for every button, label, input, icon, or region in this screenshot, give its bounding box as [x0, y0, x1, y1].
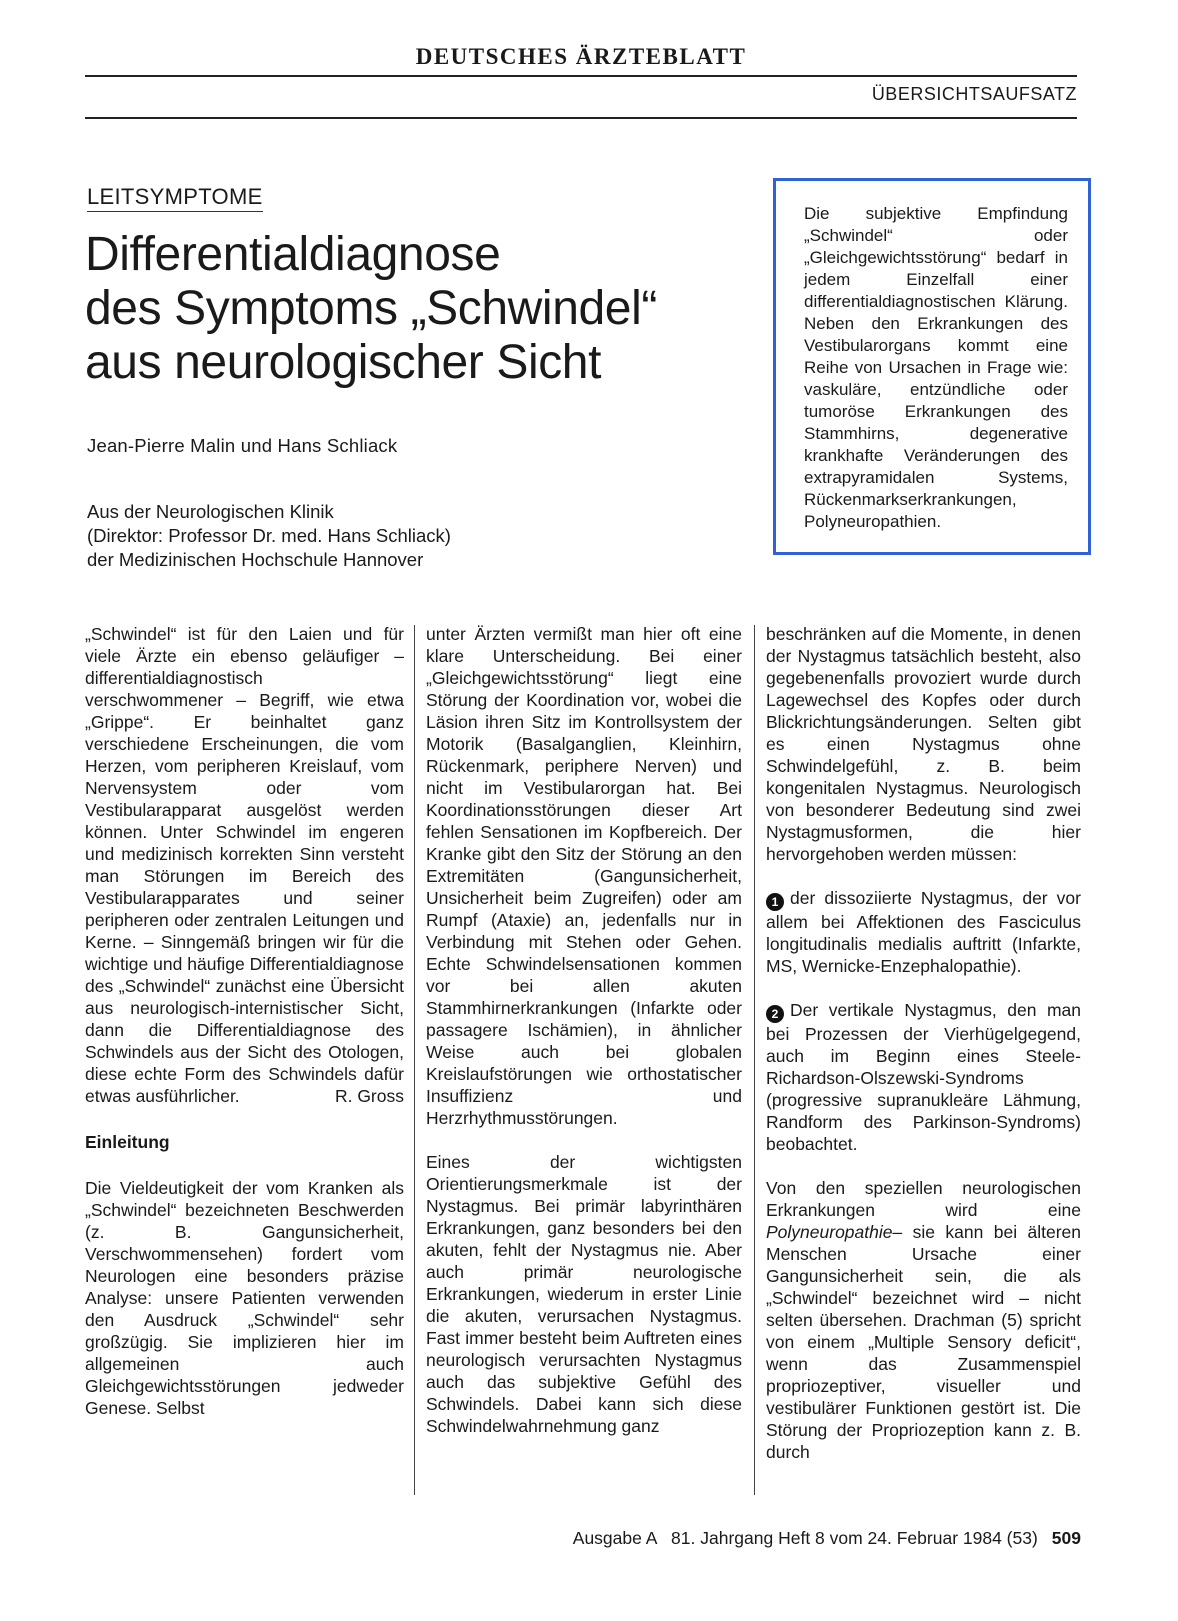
list-item-text: der dissoziierte Nystagmus, der vor allem bei Affektionen des Fasciculus longitudinalis medialis auftritt (Infarkte, MS, Wernicke-Enzephalopathie). — [766, 888, 1081, 976]
header-rule — [85, 75, 1077, 77]
abstract-text: Die subjektive Empfindung „Schwindel“ oder „Gleichgewichtsstörung“ bedarf in jedem Einzelfall einer differentialdiagnostischen Klärung. Neben den Erkrankungen des Vestibularorgans kommt eine Reihe von Ursachen in Frage wie: vaskuläre, entzündliche oder tumoröse Erkrankungen des Stammhirns, degenerative krankhafte Veränderungen des extrapyramidalen Systems, Rückenmarkserkrankungen, Polyneuropathien. — [804, 204, 1068, 531]
editor-signature: R. Gross — [334, 1086, 404, 1106]
number-badge-icon: 2 — [766, 1005, 784, 1023]
column-2 — [426, 623, 742, 1437]
article-title — [85, 228, 765, 390]
list-item — [766, 887, 1081, 977]
abstract-box — [773, 178, 1091, 555]
paragraph-text: Von den speziellen neurologischen Erkrankungen wird eine — [766, 1178, 1081, 1220]
body-paragraph: beschränken auf die Momente, in denen der Nystagmus tatsächlich besteht, also gegebenenfalls provoziert wurde durch Lagewechsel des Kopfes oder durch Blickrichtungsänderungen. Selten gibt es einen Nystagmus ohne Schwindelgefühl, z. B. beim kongenitalen Nystagmus. Neurologisch von besonderer Bedeutung sind zwei Nystagmusformen, die hier hervorgehoben werden müssen: — [766, 624, 1081, 864]
body-paragraph: unter Ärzten vermißt man hier oft eine klare Unterscheidung. Bei einer „Gleichgewichtsstörung“ liegt eine Störung der Koordination vor, wobei die Läsion ihren Sitz im Kontrollsystem der Motorik (Basalganglien, Kleinhirn, Rückenmark, periphere Nerven) und nicht im Vestibularorgan hat. Bei Koordinationsstörungen dieser Art fehlen Sensationen im Kopfbereich. Der Kranke gibt den Sitz der Störung an den Extremitäten (Gangunsicherheit, Unsicherheit beim Zugreifen) oder am Rumpf (Ataxie) an, jedenfalls nur in Verbindung mit Stehen oder Gehen. Echte Schwindelsensationen kommen vor bei allen akuten Stammhirnerkrankungen (Infarkte oder passagere Ischämien), in ähnlicher Weise auch bei globalen Kreislaufstörungen wie orthostatischer Insuffizienz und Herzrhythmusstörungen. — [426, 624, 742, 1128]
article-authors: Jean-Pierre Malin und Hans Schliack — [87, 435, 398, 456]
page-number: 509 — [1051, 1528, 1081, 1548]
paragraph-gap — [766, 865, 1081, 887]
column-1 — [85, 623, 404, 1419]
column-divider — [414, 625, 415, 1495]
article-kicker: LEITSYMPTOME — [87, 184, 263, 212]
title-line: aus neurologischer Sicht — [85, 336, 602, 389]
issue-info: Ausgabe A 81. Jahrgang Heft 8 vom 24. Februar 1984 (53) — [572, 1528, 1038, 1548]
list-item — [766, 999, 1081, 1155]
column-divider — [754, 625, 755, 1495]
emphasis-term: Polyneuropathie — [766, 1222, 893, 1242]
paragraph-gap — [766, 1155, 1081, 1177]
affiliation-line: der Medizinischen Hochschule Hannover — [87, 549, 424, 570]
number-badge-icon: 1 — [766, 893, 784, 911]
title-line: des Symptoms „Schwindel“ — [85, 282, 657, 335]
body-paragraph: Die Vieldeutigkeit der vom Kranken als „Schwindel“ bezeichneten Beschwerden (z. B. Gangunsicherheit, Verschwommensehen) fordert vom Neurologen eine besonders präzise Analyse: unsere Patienten verwenden den Ausdruck „Schwindel“ sehr großzügig. Sie implizieren hier im allgemeinen auch Gleichgewichtsstörungen jedweder Genese. Selbst — [85, 1178, 404, 1418]
affiliation-line: (Direktor: Professor Dr. med. Hans Schliack) — [87, 525, 451, 546]
paragraph-text: – sie kann bei älteren Menschen Ursache einer Gangunsicherheit sein, die als „Schwindel“ bezeichnet wird – nicht selten übersehen. Drachman (5) spricht von einem „Multiple Sensory deficit“, wenn das Zusammenspiel propriozeptiver, visueller und vestibulärer Funktionen gestört ist. Die Störung der Propriozeption kann z. B. durch — [766, 1222, 1081, 1462]
body-paragraph — [766, 1177, 1081, 1463]
page-footer — [573, 1528, 1081, 1549]
list-item-text: Der vertikale Nystagmus, den man bei Prozessen der Vierhügelgegend, auch im Beginn eines Steele-Richardson-Olszewski-Syndroms (progressive supranukleäre Lähmung, Randform des Parkinson-Syndroms) beobachtet. — [766, 1000, 1081, 1154]
paragraph-gap — [766, 977, 1081, 999]
section-heading: Einleitung — [85, 1132, 170, 1152]
article-affiliation — [87, 500, 451, 572]
paragraph-gap — [426, 1129, 742, 1151]
title-line: Differentialdiagnose — [85, 228, 501, 281]
section-label: ÜBERSICHTSAUFSATZ — [871, 84, 1077, 104]
affiliation-line: Aus der Neurologischen Klinik — [87, 501, 334, 522]
column-3 — [766, 623, 1081, 1463]
journal-masthead: DEUTSCHES ÄRZTEBLATT — [415, 44, 747, 69]
section-rule — [85, 117, 1077, 119]
editor-intro: „Schwindel“ ist für den Laien und für viele Ärzte ein ebenso geläufiger – differentialdiagnostisch verschwommener – Begriff, wie etwa „Grippe“. Er beinhaltet ganz verschiedene Erscheinungen, die vom Herzen, vom peripheren Kreislauf, vom Nervensystem oder vom Vestibularapparat ausgelöst werden können. Unter Schwindel im engeren und medizinisch korrekten Sinn versteht man Störungen im Bereich des Vestibularapparates und seiner peripheren oder zentralen Leitungen und Kerne. – Sinngemäß bringen wir für die wichtige und häufige Differentialdiagnose des „Schwindel“ zunächst eine Übersicht aus neurologisch-internistischer Sicht, dann die Differentialdiagnose des Schwindels aus der Sicht des Otologen, diese echte Form des Schwindels dafür etwas ausführlicher. — [85, 624, 404, 1106]
body-paragraph: Eines der wichtigsten Orientierungsmerkmale ist der Nystagmus. Bei primär labyrinthären Erkrankungen, ganz besonders bei den akuten, fehlt der Nystagmus nie. Aber auch primär neurologische Erkrankungen, wiederum in erster Linie die akuten, verursachen Nystagmus. Fast immer besteht beim Auftreten eines neurologisch verursachten Nystagmus auch das subjektive Gefühl des Schwindels. Dabei kann sich diese Schwindelwahrnehmung ganz — [426, 1152, 742, 1436]
